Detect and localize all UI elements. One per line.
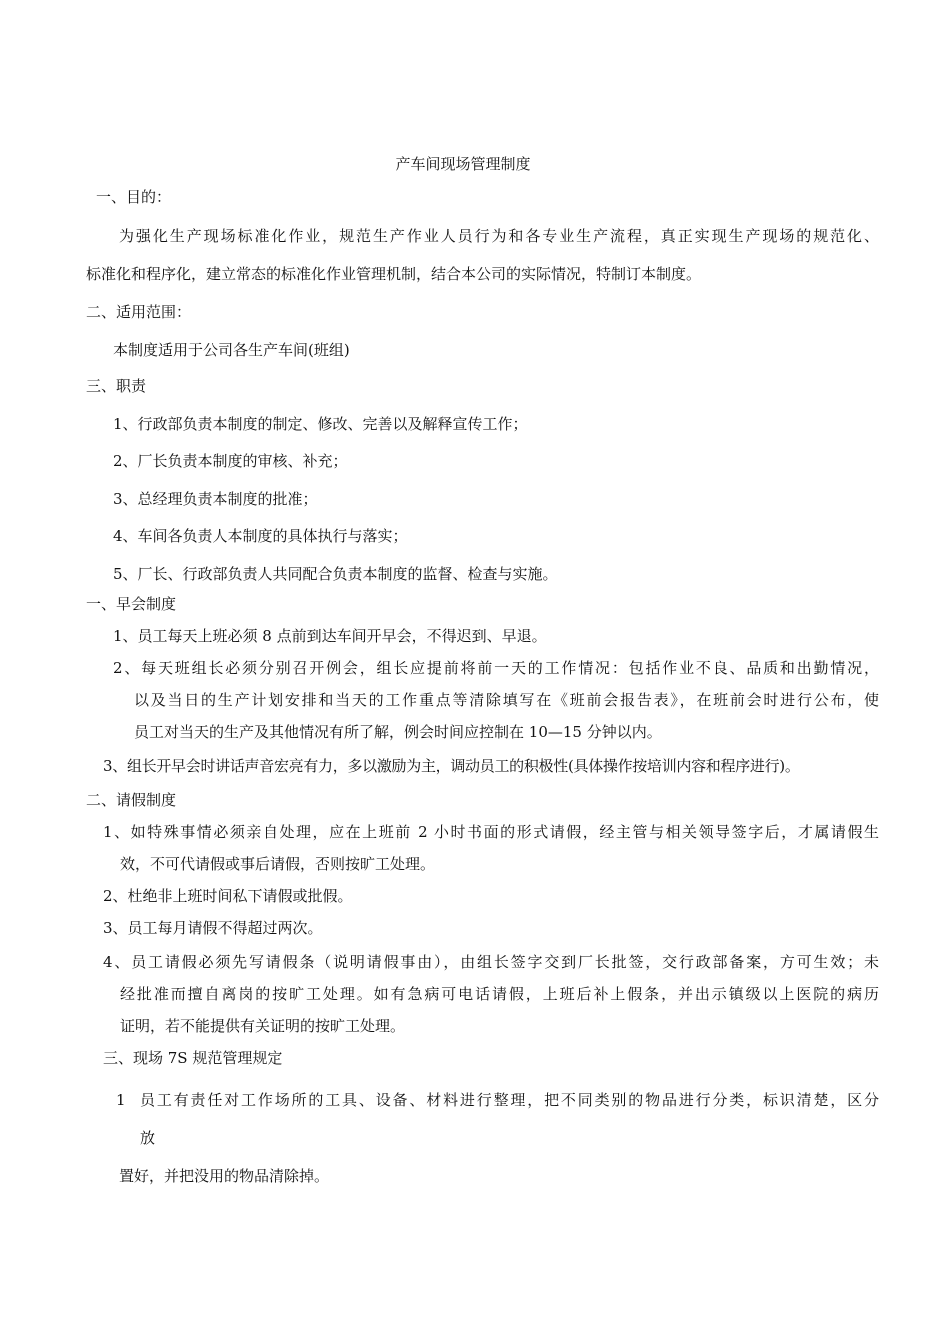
7s-item-1-line-2: 放 — [140, 1129, 156, 1147]
7s-item-1-line-3: 置好，并把没用的物品清除掉。 — [119, 1167, 330, 1185]
7s-item-1-line-1: 员工有责任对工作场所的工具、设备、材料进行整理，把不同类别的物品进行分类，标识清楚，区分 — [140, 1091, 879, 1109]
scope-text: 本制度适用于公司各生产车间(班组) — [113, 341, 350, 359]
morning-item-2-line-2: 以及当日的生产计划安排和当天的工作重点等清除填写在《班前会报告表》，在班前会时进行公布，使 — [134, 691, 879, 709]
leave-item-4-line-1: 4、员工请假必须先写请假条（说明请假事由），由组长签字交到厂长批签，交行政部备案，方可生效；未 — [103, 953, 879, 971]
morning-item-3: 3、组长开早会时讲话声音宏亮有力，多以激励为主，调动员工的积极性(具体操作按培训内容和程序进行)。 — [103, 757, 800, 775]
morning-item-1: 1、员工每天上班必须 8 点前到达车间开早会，不得迟到、早退。 — [113, 627, 547, 645]
section-heading-7s: 三、现场 7S 规范管理规定 — [103, 1049, 283, 1067]
document-title: 产车间现场管理制度 — [395, 155, 531, 173]
section-heading-leave: 二、请假制度 — [86, 791, 177, 809]
section-heading-purpose: 一、目的： — [96, 188, 172, 206]
leave-item-1-line-2: 效，不可代请假或事后请假，否则按旷工处理。 — [120, 855, 436, 873]
leave-item-1-line-1: 1、如特殊事情必须亲自处理，应在上班前 2 小时书面的形式请假，经主管与相关领导签字后，才属请假生 — [103, 823, 879, 841]
section-heading-duties: 三、职责 — [86, 377, 147, 395]
leave-item-4-line-3: 证明，若不能提供有关证明的按旷工处理。 — [120, 1017, 406, 1035]
morning-item-2-line-1: 2、每天班组长必须分别召开例会，组长应提前将前一天的工作情况：包括作业不良、品质和出勤情况， — [113, 659, 879, 677]
leave-item-4-line-2: 经批准而擅自离岗的按旷工处理。如有急病可电话请假，上班后补上假条，并出示镇级以上医院的病历 — [120, 985, 879, 1003]
leave-item-3: 3、员工每月请假不得超过两次。 — [103, 919, 323, 937]
duty-item: 4、车间各负责人本制度的具体执行与落实； — [113, 527, 408, 545]
duty-item: 3、总经理负责本制度的批准； — [113, 490, 318, 508]
purpose-paragraph-line-1: 为强化生产现场标准化作业，规范生产作业人员行为和各专业生产流程，真正实现生产现场的规范化、 — [119, 227, 879, 245]
purpose-paragraph-line-2: 标准化和程序化，建立常态的标准化作业管理机制，结合本公司的实际情况，特制订本制度。 — [86, 265, 702, 283]
7s-item-1-number: 1 — [116, 1091, 126, 1109]
section-heading-morning-meeting: 一、早会制度 — [86, 595, 177, 613]
leave-item-2: 2、杜绝非上班时间私下请假或批假。 — [103, 887, 353, 905]
section-heading-scope: 二、适用范围： — [86, 303, 192, 321]
duty-item: 5、厂长、行政部负责人共同配合负责本制度的监督、检查与实施。 — [113, 565, 558, 583]
duty-item: 2、厂长负责本制度的审核、补充； — [113, 452, 348, 470]
duty-item: 1、行政部负责本制度的制定、修改、完善以及解释宣传工作； — [113, 415, 528, 433]
morning-item-2-line-3: 员工对当天的生产及其他情况有所了解，例会时间应控制在 10—15 分钟以内。 — [134, 723, 662, 741]
